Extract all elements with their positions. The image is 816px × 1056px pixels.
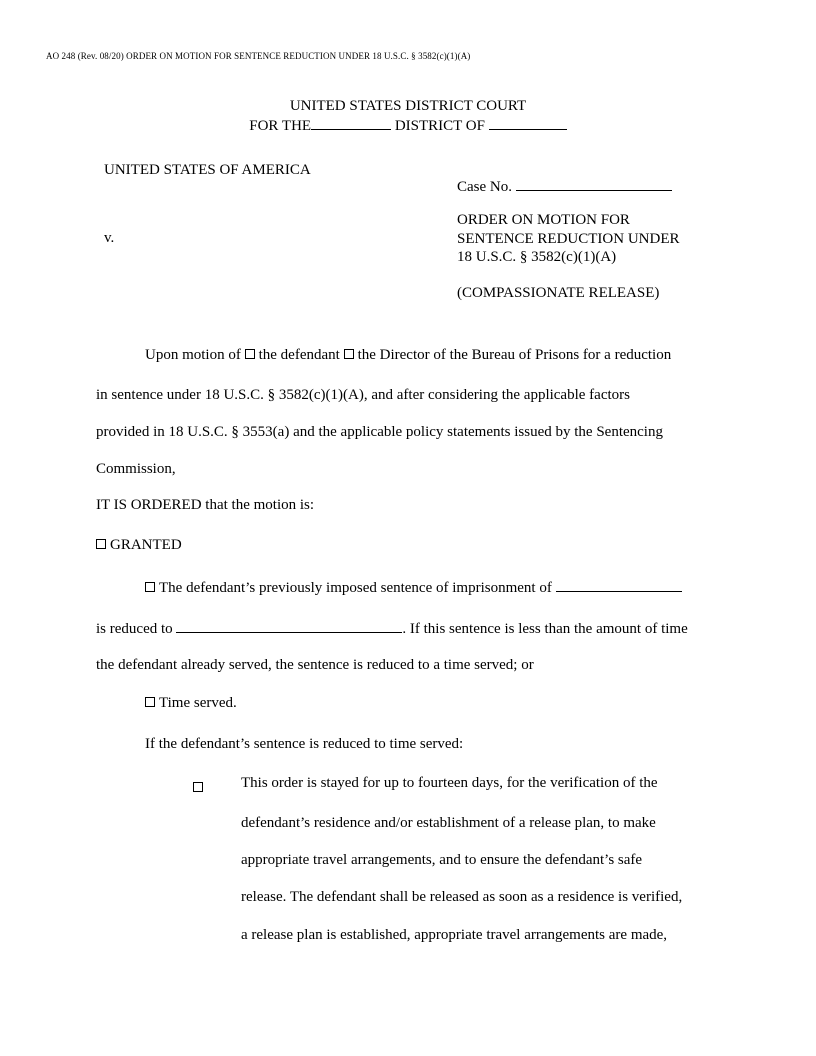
stay-order-checkbox[interactable]: [193, 782, 203, 792]
ordered-line: IT IS ORDERED that the motion is:: [96, 497, 315, 513]
versus-label: v.: [104, 230, 115, 246]
body-line-4: Commission,: [96, 461, 176, 477]
reduced-to-blank[interactable]: [176, 620, 402, 633]
time-served-line: [145, 695, 237, 712]
prev-sentence-line: [145, 579, 682, 597]
granted-checkbox[interactable]: [96, 539, 106, 549]
reduced-to-line: [96, 620, 688, 638]
order-subtitle: (COMPASSIONATE RELEASE): [457, 285, 660, 301]
if-reduced-line: If the defendant’s sentence is reduced to time served:: [145, 736, 464, 752]
option-bop-label: the Director of the Bureau of Prisons for a reduction: [357, 347, 672, 363]
stay-line-1: This order is stayed for up to fourteen days, for the verification of the: [241, 775, 658, 791]
case-number-line: [457, 178, 672, 196]
body-line-2: in sentence under 18 U.S.C. § 3582(c)(1)(A), and after considering the applicable factors: [96, 387, 630, 403]
court-district-line: [0, 117, 816, 135]
order-title-line-3: 18 U.S.C. § 3582(c)(1)(A): [457, 249, 617, 265]
for-the-label: FOR THE: [249, 118, 312, 134]
bop-checkbox[interactable]: [344, 349, 354, 359]
plaintiff-name: UNITED STATES OF AMERICA: [104, 162, 311, 178]
option-defendant-label: the defendant: [258, 347, 340, 363]
already-served-line: the defendant already served, the sentence is reduced to a time served; or: [96, 657, 534, 673]
district-blank-1[interactable]: [311, 117, 391, 130]
motion-line: [145, 347, 671, 364]
order-title-line-1: ORDER ON MOTION FOR: [457, 212, 630, 228]
case-no-blank[interactable]: [516, 178, 672, 191]
defendant-checkbox[interactable]: [245, 349, 255, 359]
body-line-3: provided in 18 U.S.C. § 3553(a) and the applicable policy statements issued by the Sentencing: [96, 424, 663, 440]
case-no-label: Case No.: [457, 179, 512, 195]
reduced-to-label: is reduced to: [96, 621, 173, 637]
form-header: AO 248 (Rev. 08/20) ORDER ON MOTION FOR SENTENCE REDUCTION UNDER 18 U.S.C. § 3582(c)(1)(A): [46, 51, 471, 61]
stay-line-2: defendant’s residence and/or establishment of a release plan, to make: [241, 815, 656, 831]
stay-line-3: appropriate travel arrangements, and to ensure the defendant’s safe: [241, 852, 643, 868]
granted-label: GRANTED: [110, 537, 182, 553]
order-title-line-2: SENTENCE REDUCTION UNDER: [457, 231, 680, 247]
stay-line-5: a release plan is established, appropriate travel arrangements are made,: [241, 927, 668, 943]
reduced-rest-text: . If this sentence is less than the amount of time: [402, 621, 688, 637]
time-served-label: Time served.: [159, 695, 237, 711]
district-blank-2[interactable]: [489, 117, 567, 130]
stay-line-4: release. The defendant shall be released as soon as a residence is verified,: [241, 889, 683, 905]
court-title: UNITED STATES DISTRICT COURT: [289, 98, 527, 114]
prev-sentence-text: The defendant’s previously imposed sentence of imprisonment of: [159, 580, 552, 596]
reduce-sentence-checkbox[interactable]: [145, 582, 155, 592]
district-of-label: DISTRICT OF: [394, 118, 485, 134]
time-served-checkbox[interactable]: [145, 697, 155, 707]
motion-prefix: Upon motion of: [145, 347, 241, 363]
prev-sentence-blank[interactable]: [556, 579, 682, 592]
granted-line: [96, 537, 182, 554]
